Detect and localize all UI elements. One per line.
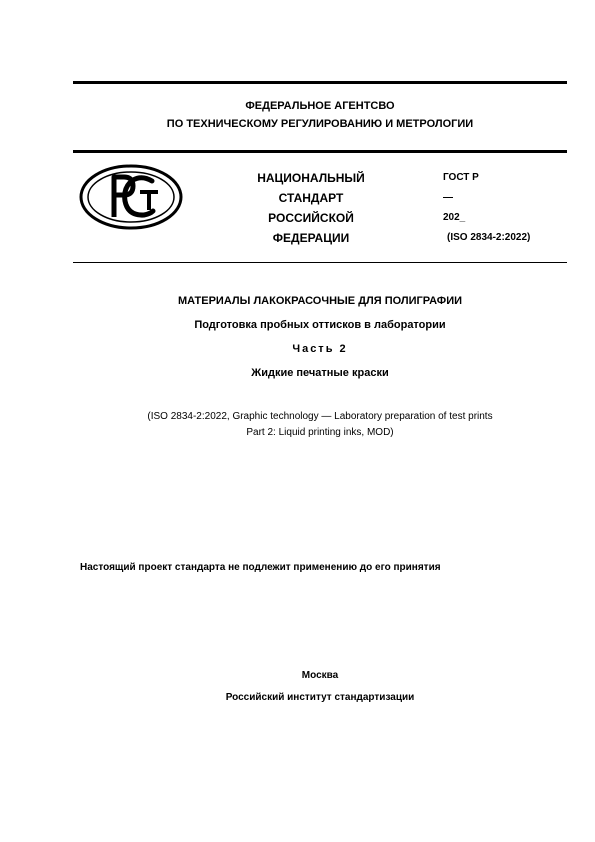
agency-line-1: ФЕДЕРАЛЬНОЕ АГЕНТСВО	[245, 100, 395, 112]
national-line-3: РОССИЙСКОЙ	[268, 211, 354, 225]
header-rule	[73, 150, 567, 153]
agency-header	[73, 97, 567, 133]
gost-label: ГОСТ Р	[443, 172, 479, 183]
gost-dash: —	[443, 192, 453, 203]
publisher-city: Москва	[301, 670, 339, 681]
part-number: Часть 2	[292, 343, 348, 355]
rst-certification-mark-icon	[78, 163, 184, 231]
draft-notice: Настоящий проект стандарта не подлежит применению до его принятия	[80, 562, 441, 573]
subtitle: Подготовка пробных оттисков в лаборатории	[194, 319, 446, 331]
gost-designation	[443, 168, 567, 248]
national-line-1: НАЦИОНАЛЬНЫЙ	[257, 171, 365, 185]
iso-reference	[73, 409, 567, 441]
national-line-4: ФЕДЕРАЦИИ	[272, 231, 350, 245]
national-standard-label	[226, 168, 396, 248]
agency-line-2: ПО ТЕХНИЧЕСКОМУ РЕГУЛИРОВАНИЮ И МЕТРОЛОГИИ	[166, 118, 474, 130]
iso-reference-line-2: Part 2: Liquid printing inks, MOD)	[246, 427, 394, 438]
publisher-institute: Российский институт стандартизации	[225, 692, 415, 703]
publisher-block	[73, 665, 567, 709]
main-title: МАТЕРИАЛЫ ЛАКОКРАСОЧНЫЕ ДЛЯ ПОЛИГРАФИИ	[177, 295, 463, 307]
gost-iso-code: (ISO 2834-2:2022)	[447, 232, 531, 243]
designation-rule	[73, 262, 567, 263]
top-rule	[73, 81, 567, 84]
national-line-2: СТАНДАРТ	[278, 191, 344, 205]
gost-year: 202_	[443, 212, 466, 223]
part-title: Жидкие печатные краски	[251, 367, 389, 379]
document-title	[73, 289, 567, 385]
iso-reference-line-1: (ISO 2834-2:2022, Graphic technology — Laboratory preparation of test prints	[147, 411, 493, 422]
